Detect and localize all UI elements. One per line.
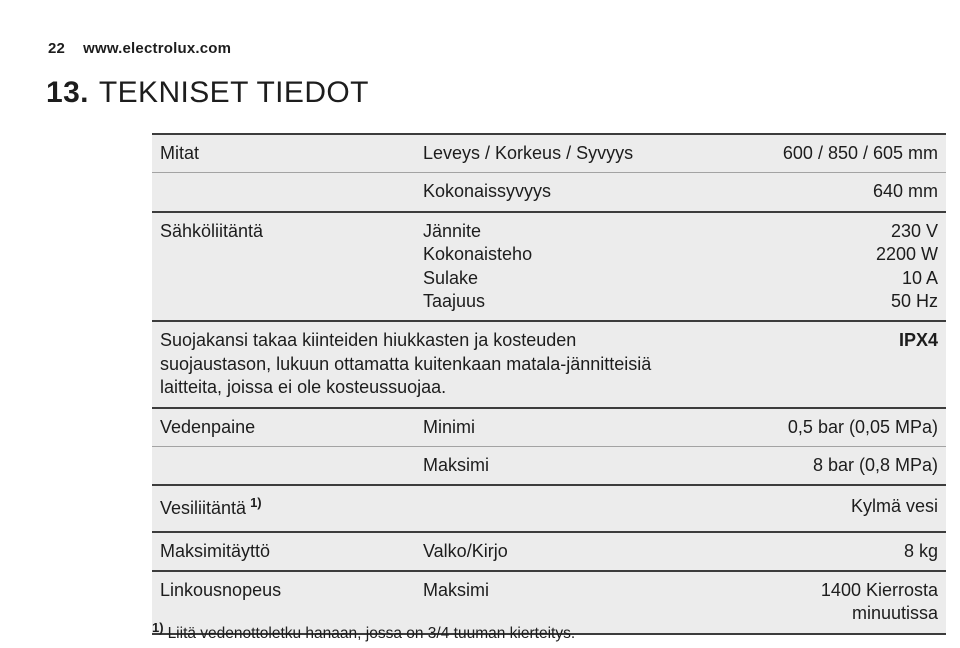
spec-label: Maksimitäyttö [152,532,415,571]
row-vedenpaine-1 [152,408,946,447]
footnote-marker: 1) [152,620,164,635]
site-url: www.electrolux.com [83,40,232,57]
spec-name: Maksimi [415,446,678,485]
spec-name: Sulake [423,267,479,288]
spec-name: Leveys / Korkeus / Syvyys [415,134,678,173]
spec-value: 230 V [890,220,938,241]
spec-value: 8 bar (0,8 MPa) [678,446,946,485]
row-maksimitaytto [152,532,946,571]
spec-value: 640 mm [678,173,946,212]
row-sahkoliitanta [152,212,946,322]
spec-label: Sähköliitäntä [152,212,415,322]
spec-name-empty [415,485,678,531]
spec-value: 600 / 850 / 605 mm [678,134,946,173]
spec-name: Maksimi [423,580,489,601]
spec-label: Vedenpaine [152,408,415,447]
technical-data-table [152,133,946,635]
spec-name: Minimi [415,408,678,447]
spec-label: Linkousnopeus [160,580,282,601]
spec-name: Kokonaisteho [423,244,533,265]
row-vesiliitanta [152,485,946,531]
spec-label-empty [152,173,415,212]
page-header [48,40,231,57]
page-number: 22 [48,40,66,57]
row-vedenpaine-2 [152,446,946,485]
spec-value: 10 A [901,267,938,288]
spec-value: 50 Hz [890,290,938,311]
spec-value: 1400 Kierrosta minuutissa [820,580,938,624]
spec-name: Taajuus [423,290,486,311]
spec-label-empty [152,446,415,485]
spec-name: Valko/Kirjo [415,532,678,571]
row-mitat-2 [152,173,946,212]
footnote-reference: 1) [250,495,262,511]
spec-label-text: Vesiliitäntä [160,498,247,519]
row-suojakansi [152,321,946,407]
spec-name: Kokonaissyvyys [415,173,678,212]
row-mitat-1 [152,134,946,173]
section-heading [46,76,369,110]
spec-value-stack [678,212,946,322]
spec-value: 2200 W [875,244,938,265]
spec-label [152,485,415,531]
spec-name-stack [415,212,678,322]
spec-value: IPX4 [678,321,946,407]
spec-name: Jännite [423,220,482,241]
spec-value: Kylmä vesi [678,485,946,531]
section-number: 13. [46,76,89,109]
spec-value: 0,5 bar (0,05 MPa) [678,408,946,447]
spec-label: Mitat [152,134,415,173]
spec-description: Suojakansi takaa kiinteiden hiukkasten ja kosteuden suojaustason, lukuun ottamatta kuitenkaan matala-jännitteisiä laitteita, joissa ei ole kosteussuojaa. [152,321,678,407]
spec-value: 8 kg [678,532,946,571]
section-title-text: TEKNISET TIEDOT [98,76,369,109]
footnote-text: Liitä vedenottoletku hanaan, jossa on 3/4 tuuman kierteitys. [167,625,576,643]
footnote [152,620,575,643]
